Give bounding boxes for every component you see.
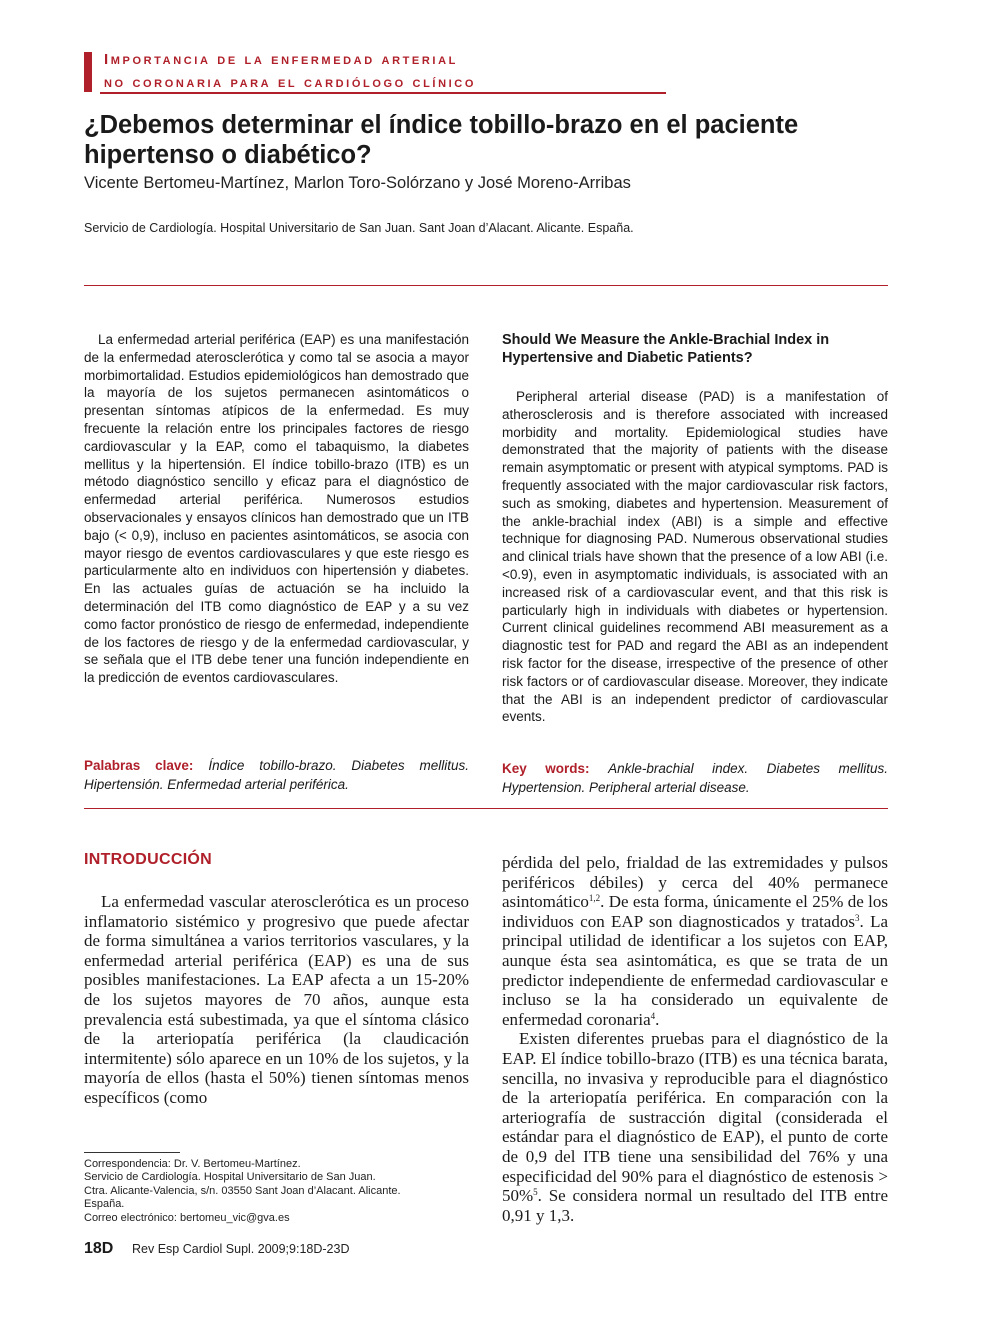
introduction-left-paragraph: La enfermedad vascular aterosclerótica es un proceso inflamatorio sistémico y progresivo que puede afectar de forma simultánea a varios territorios vasculares, y la enfermedad arterial periférica (EAP) es una de sus posibles manifestaciones. La EAP afecta a un 15-20% de los sujetos mayores de 70 años, aunque esta prevalencia está subestimada, ya que el síntoma clásico de la arteriopatía periférica (la claudicación intermitente) sólo aparece en un 10% de los sujetos, y la mayoría de ellos (hasta el 50%) tienen síntomas menos específicos (como <box>84 892 469 1107</box>
section-accent-bar <box>84 52 92 92</box>
keywords-spanish <box>84 757 469 794</box>
introduction-heading: INTRODUCCIÓN <box>84 851 213 868</box>
citation-ref[interactable]: 4 <box>650 1010 656 1021</box>
introduction-right-paragraph-1: pérdida del pelo, frialdad de las extremidades y pulsos periféricos débiles) y cerca del 40% permanece asintomático$^{1,2}$. De esta forma, únicamente el 25% de los individuos con EAP son diagnosticados y tratados$^3$. La principal utilidad de identificar a los sujetos con EAP, aunque ésta sea asintomática, es que se trata de un predictor independiente de enfermedad cardiovascular e incluso se la ha considerado un equivalente de enfermedad coronaria$^4$. <box>502 853 888 1029</box>
section-underline <box>100 92 666 94</box>
citation-ref[interactable]: 3 <box>854 912 860 923</box>
introduction-right-column <box>502 853 888 1225</box>
article-affiliation: Servicio de Cardiología. Hospital Universitario de San Juan. Sant Joan d’Alacant. Alicante. España. <box>84 221 634 235</box>
footnote-rule <box>84 1152 180 1153</box>
divider-middle <box>84 808 888 809</box>
correspondence-footnote <box>84 1158 464 1225</box>
keywords-english <box>502 760 888 797</box>
article-authors: Vicente Bertomeu-Martínez, Marlon Toro-Solórzano y José Moreno-Arribas <box>84 174 631 192</box>
footnote-email[interactable]: Correo electrónico: bertomeu_vic@gva.es <box>84 1211 290 1224</box>
section-title-line2: no coronaria para el cardiólogo clínico <box>104 74 476 91</box>
keywords-spanish-text: Índice tobillo-brazo. Diabetes mellitus. Hipertensión. Enfermedad arterial periférica. <box>84 758 469 792</box>
journal-citation: Rev Esp Cardiol Supl. 2009;9:18D-23D <box>132 1242 350 1256</box>
article-title: ¿Debemos determinar el índice tobillo-brazo en el paciente hipertenso o diabético? <box>84 111 799 169</box>
footnote-line: Servicio de Cardiología. Hospital Universitario de San Juan. <box>84 1171 376 1184</box>
english-title: Should We Measure the Ankle-Brachial Index in Hypertensive and Diabetic Patients? <box>502 332 830 366</box>
keywords-english-label: Key words: <box>502 761 590 776</box>
footnote-line: Ctra. Alicante-Valencia, s/n. 03550 Sant Joan d’Alacant. Alicante. <box>84 1184 401 1197</box>
citation-ref[interactable]: 5 <box>533 1187 538 1198</box>
abstract-english: Peripheral arterial disease (PAD) is a manifestation of atherosclerosis and is therefore associated with increased morbidity and mortality. Epidemiological studies have demonstrated that the majority of patients with the disease remain asymptomatic or present with atypical symptoms. PAD is frequently associated with the major cardiovascular risk factors, such as smoking, diabetes and hypertension. Measurement of the ankle-brachial index (ABI) is a simple and effective technique for diagnosing PAD. Numerous observational studies and clinical trials have shown that the presence of a low ABI (i.e. <0.9), even in asymptomatic individuals, is associated with an increased risk of a cardiovascular event, and that this risk is particularly high in individuals with diabetes or hypertension. Current clinical guidelines recommend ABI measurement as a diagnostic test for PAD and regard the ABI as an independent risk factor for the disease, irrespective of the presence of other risk factors or of cardiovascular disease. Moreover, they indicate that the ABI is an independent predictor of cardiovascular events. <box>502 389 888 725</box>
section-title-line1: Importancia de la enfermedad arterial <box>104 51 458 68</box>
abstract-spanish: La enfermedad arterial periférica (EAP) es una manifestación de la enfermedad aterosclerótica y como tal se asocia a mayor morbimortalidad. Estudios epidemiológicos han demostrado que la mayoría de los sujetos permanecen asintomáticos o presentan síntomas atípicos de la enfermedad. Es muy frecuente la relación entre los principales factores de riesgo cardiovascular y la EAP, como el tabaquismo, la diabetes mellitus y la hipertensión. El índice tobillo-brazo (ITB) es un método diagnóstico sencillo y eficaz para el diagnóstico de enfermedad arterial periférica. Numerosos estudios observacionales y ensayos clínicos han demostrado que un ITB bajo (< 0,9), incluso en pacientes asintomáticos, se asocia con mayor riesgo de eventos cardiovasculares y que este riesgo es particularmente alto en individuos con hipertensión y diabetes. En las actuales guías de actuación se ha incluido la determinación del ITB como diagnóstico de EAP y a su vez como factor pronóstico de riesgo de enfermedad, independiente de los factores de riesgo y de la enfermedad cardiovascular, y se señala que el ITB debe tener una función independiente en la predicción de eventos cardiovasculares. <box>84 332 469 686</box>
introduction-right-paragraph-2: Existen diferentes pruebas para el diagnóstico de la EAP. El índice tobillo-brazo (ITB) es una técnica barata, sencilla, no invasiva y reproducible para el diagnóstico de la arteriopatía periférica. En comparación con la arteriografía de sustracción digital (considerada el estándar para el diagnóstico de EAP), el punto de corte de 0,9 del ITB tiene una sensibilidad del 76% y una especificidad del 90% para el diagnóstico de estenosis > 50%$^5$. Se considera normal un resultado del ITB entre 0,91 y 1,3. <box>502 1029 888 1225</box>
keywords-english-text: Ankle-brachial index. Diabetes mellitus. Hypertension. Peripheral arterial disease. <box>502 761 888 795</box>
divider-top <box>84 285 888 286</box>
keywords-spanish-label: Palabras clave: <box>84 758 194 773</box>
page-number: 18D <box>84 1240 114 1257</box>
citation-ref[interactable]: 1,2 <box>588 893 601 904</box>
footnote-line: España. <box>84 1198 125 1211</box>
footnote-line: Correspondencia: Dr. V. Bertomeu-Martínez. <box>84 1158 301 1170</box>
